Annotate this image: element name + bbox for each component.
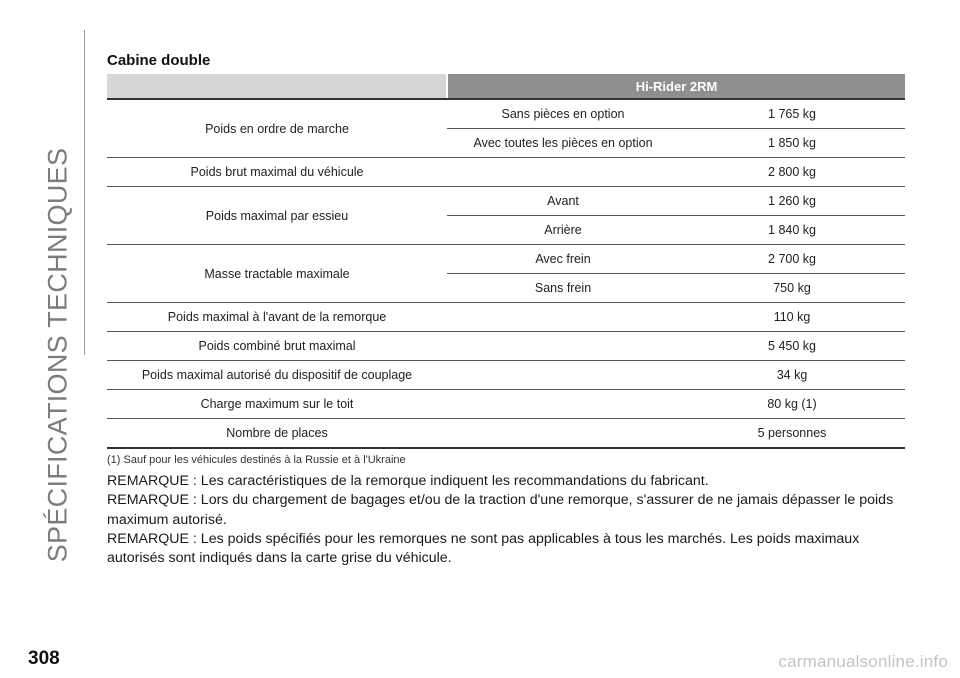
row-label: Masse tractable maximale bbox=[107, 245, 447, 303]
header-model-cell: Hi-Rider 2RM bbox=[447, 74, 905, 99]
table-row bbox=[107, 332, 905, 361]
row-label: Nombre de places bbox=[107, 419, 447, 449]
row-value: 5 personnes bbox=[679, 419, 905, 449]
table-row bbox=[107, 158, 905, 187]
row-value: 1 840 kg bbox=[679, 216, 905, 245]
row-label: Poids combiné brut maximal bbox=[107, 332, 447, 361]
chapter-title: SPÉCIFICATIONS TECHNIQUES bbox=[42, 147, 73, 563]
row-sublabel-empty bbox=[447, 390, 679, 419]
row-sublabel-empty bbox=[447, 303, 679, 332]
watermark: carmanualsonline.info bbox=[778, 652, 948, 671]
row-label: Poids brut maximal du véhicule bbox=[107, 158, 447, 187]
note-paragraph: REMARQUE : Lors du chargement de bagages et/ou de la traction d'une remorque, s'assurer de ne jamais dépasser le poids maximum autorisé. bbox=[107, 492, 894, 528]
row-value: 750 kg bbox=[679, 274, 905, 303]
section-title: Cabine double bbox=[107, 52, 211, 69]
row-value: 5 450 kg bbox=[679, 332, 905, 361]
row-value: 34 kg bbox=[679, 361, 905, 390]
row-sublabel: Arrière bbox=[447, 216, 679, 245]
table-row bbox=[107, 303, 905, 332]
row-value: 2 700 kg bbox=[679, 245, 905, 274]
weights-table bbox=[107, 74, 905, 449]
note-paragraph: REMARQUE : Les poids spécifiés pour les remorques ne sont pas applicables à tous les marchés. Les poids maximaux autorisés sont indiqués dans la carte grise du véhicule. bbox=[107, 530, 860, 567]
row-sublabel-empty bbox=[447, 158, 679, 187]
row-sublabel: Sans frein bbox=[447, 274, 679, 303]
row-sublabel-empty bbox=[447, 332, 679, 361]
note-paragraph: REMARQUE : Les caractéristiques de la remorque indiquent les recommandations du fabricant. bbox=[107, 473, 709, 489]
table-row bbox=[107, 361, 905, 390]
row-value: 1 260 kg bbox=[679, 187, 905, 216]
row-value: 1 850 kg bbox=[679, 129, 905, 158]
row-value: 80 kg (1) bbox=[679, 390, 905, 419]
notes-block bbox=[107, 472, 907, 568]
row-value: 110 kg bbox=[679, 303, 905, 332]
row-label: Charge maximum sur le toit bbox=[107, 390, 447, 419]
row-sublabel-empty bbox=[447, 419, 679, 449]
table-row bbox=[107, 419, 905, 449]
table-row bbox=[107, 187, 905, 216]
row-sublabel: Sans pièces en option bbox=[447, 99, 679, 129]
row-label: Poids en ordre de marche bbox=[107, 99, 447, 158]
table-row bbox=[107, 390, 905, 419]
page-number: 308 bbox=[28, 648, 60, 669]
row-label: Poids maximal par essieu bbox=[107, 187, 447, 245]
chapter-divider bbox=[84, 30, 85, 355]
row-sublabel: Avec frein bbox=[447, 245, 679, 274]
row-sublabel-empty bbox=[447, 361, 679, 390]
row-label: Poids maximal autorisé du dispositif de couplage bbox=[107, 361, 447, 390]
row-value: 2 800 kg bbox=[679, 158, 905, 187]
table-footnote: (1) Sauf pour les véhicules destinés à la Russie et à l'Ukraine bbox=[107, 454, 406, 466]
row-label: Poids maximal à l'avant de la remorque bbox=[107, 303, 447, 332]
row-value: 1 765 kg bbox=[679, 99, 905, 129]
table-row bbox=[107, 245, 905, 274]
row-sublabel: Avant bbox=[447, 187, 679, 216]
header-empty-cell bbox=[107, 74, 447, 99]
table-header-row bbox=[107, 74, 905, 99]
row-sublabel: Avec toutes les pièces en option bbox=[447, 129, 679, 158]
table-row bbox=[107, 99, 905, 129]
